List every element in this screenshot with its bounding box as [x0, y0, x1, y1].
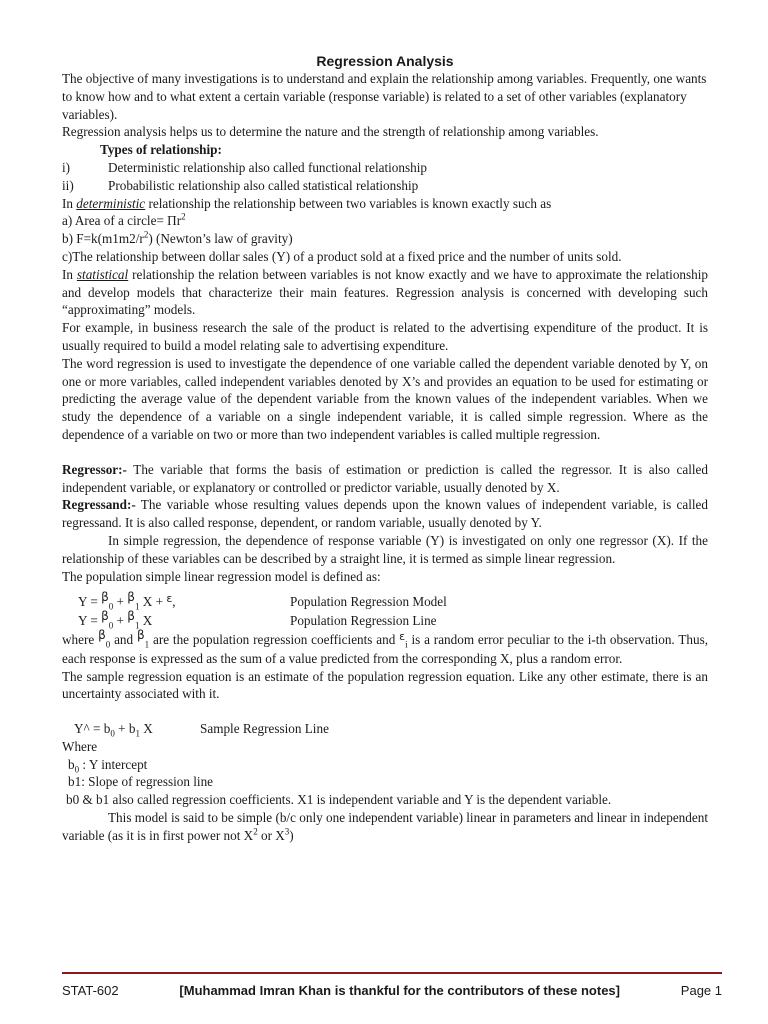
- subscript: 0: [105, 639, 111, 650]
- deterministic-term: deterministic: [76, 195, 146, 211]
- course-code: STAT-602: [62, 983, 119, 998]
- list-number: i): [62, 159, 71, 175]
- simple-regression-paragraph: In simple regression, the dependence of response variable (Y) is investigated on only one regressor (X). If the relationship of these variables can be described by a straight line, it is termed as simple linear regression.: [62, 532, 708, 566]
- spacer: [62, 703, 708, 720]
- b0-definition: [62, 756, 708, 774]
- text-span: where: [62, 631, 99, 647]
- equation: [62, 720, 200, 738]
- superscript: 2: [253, 826, 258, 837]
- list-item: [62, 159, 708, 177]
- regression-word-paragraph: The word regression is used to investigate the dependence of one variable called the dependent variable denoted by Y, on one or more variables, called independent variables denoted by X’s and provides an equation to be used for estimating or predicting the average value of the dependent variable from the known values of the independent variables. When we study the dependence of a variable on a single independent variable, it is called simple regression. Where as the dependence of a variable on two or more than two independent variables is called multiple regression.: [62, 355, 708, 442]
- example-c: c)The relationship between dollar sales (Y) of a product sold at a fixed price and the number of units sold.: [62, 248, 622, 264]
- text-span: Y =: [78, 594, 102, 610]
- footer-credit: [Muhammad Imran Khan is thankful for the contributors of these notes]: [179, 983, 620, 998]
- subscript: i: [405, 639, 408, 650]
- page-title: Regression Analysis: [316, 53, 454, 69]
- beta-symbol: β: [101, 609, 109, 624]
- deterministic-paragraph: [62, 195, 708, 213]
- text-span: The variable whose resulting values depends upon the known values of independent variable, is called regressand. It is also called response, dependent, or random variable, usually denoted by Y.: [62, 497, 708, 531]
- regressor-label: Regressor:-: [62, 461, 127, 477]
- list-text: Probabilistic relationship also called statistical relationship: [108, 177, 419, 193]
- subscript: 1: [134, 601, 140, 612]
- text-span: : Y intercept: [79, 756, 148, 772]
- list-text: Deterministic relationship also called functional relationship: [108, 159, 427, 175]
- where-label: Where: [62, 738, 98, 754]
- text-span: relationship the relationship between two variables is known exactly such as: [145, 195, 552, 211]
- subscript: 0: [108, 620, 114, 631]
- equation: [62, 590, 290, 612]
- sample-regression-equation: [62, 720, 708, 738]
- regressand-label: Regressand:-: [62, 497, 136, 513]
- equation-label: Sample Regression Line: [200, 721, 329, 737]
- model-paragraph: [62, 809, 708, 845]
- beta-symbol: β: [98, 627, 106, 642]
- text-span: The variable that forms the basis of estimation or prediction is called the regressor. It is also called independent variable, or explanatory or controlled or predictor variable, usually denoted by X.: [62, 461, 708, 495]
- equation: [62, 609, 290, 631]
- text-span: X +: [139, 594, 167, 610]
- beta-symbol: β: [127, 590, 135, 605]
- document-page: [62, 52, 708, 845]
- text-span: Y^ = b: [74, 721, 111, 737]
- subscript: 1: [134, 620, 140, 631]
- population-line-equation: [62, 609, 708, 631]
- statistical-term: statistical: [76, 266, 129, 282]
- example-paragraph: For example, in business research the sale of the product is related to the advertising expenditure of the product. It is usually required to build a model relating sale to advertising expenditure.: [62, 320, 708, 353]
- beta-symbol: β: [101, 590, 109, 605]
- text-span: ) (Newton’s law of gravity): [148, 231, 293, 247]
- where-paragraph: [62, 627, 708, 668]
- text-span: In: [62, 195, 77, 211]
- superscript: 2: [181, 211, 186, 222]
- text-span: a) Area of a circle= Πr: [62, 213, 182, 229]
- b1-definition: b1: Slope of regression line: [68, 774, 214, 790]
- superscript: 2: [143, 229, 149, 240]
- text-span: + b: [114, 721, 136, 737]
- regressand-definition: [62, 496, 708, 532]
- population-intro: The population simple linear regression model is defined as:: [62, 568, 381, 584]
- text-span: b: [68, 756, 75, 772]
- text-span: ,: [172, 594, 176, 610]
- subscript: 0: [108, 601, 114, 612]
- example-a: [62, 212, 708, 230]
- intro-paragraph: The objective of many investigations is to understand and explain the relationship among variables. Frequently, one wants to know how and to what extent a certain variable (response variable) is related to a set of other variables (explanatory variables).: [62, 71, 707, 122]
- subscript: 0: [110, 728, 115, 739]
- text-span: X: [139, 721, 153, 737]
- subscript: 1: [144, 639, 150, 650]
- list-number: ii): [62, 177, 74, 193]
- population-model-equation: [62, 590, 708, 612]
- example-b: [62, 230, 708, 248]
- equation-label: Population Regression Model: [290, 594, 447, 610]
- beta-symbol: β: [127, 609, 135, 624]
- text-span: ): [289, 827, 294, 843]
- types-heading: Types of relationship:: [100, 142, 222, 158]
- spacer: [62, 585, 708, 593]
- subscript: 1: [135, 728, 140, 739]
- text-span: b) F=k(m1m2/r: [62, 231, 144, 247]
- superscript: 3: [284, 826, 290, 837]
- coefficients-note: b0 & b1 also called regression coefficients. X1 is independent variable and Y is the dependent variable.: [66, 792, 612, 808]
- text-span: Y =: [78, 613, 102, 629]
- spacer: [62, 444, 708, 461]
- sample-paragraph: The sample regression equation is an estimate of the population regression equation. Like any other estimate, there is an uncertainty associated with it.: [62, 668, 708, 702]
- regressor-definition: [62, 461, 708, 497]
- text-span: X: [139, 613, 153, 629]
- page-footer: [62, 972, 722, 998]
- epsilon-symbol: ε: [166, 592, 173, 606]
- page-number: Page 1: [680, 983, 722, 998]
- equation-label: Population Regression Line: [290, 613, 437, 629]
- text-span: +: [113, 594, 128, 610]
- text-span: +: [113, 613, 128, 629]
- text-span: is a random error peculiar to the i-th observation. Thus, each response is expressed as the sum of a value predicted from the corresponding X, plus a random error.: [62, 631, 708, 666]
- subscript: 0: [74, 764, 80, 775]
- text-span: and: [110, 631, 137, 647]
- text-span: This model is said to be simple (b/c only one independent variable) linear in parameters and linear in independent variable (as it is in first power not X: [62, 810, 708, 843]
- intro-paragraph-2: Regression analysis helps us to determine the nature and the strength of relationship among variables.: [62, 124, 599, 140]
- text-span: or X: [257, 827, 285, 843]
- text-span: In: [62, 266, 77, 282]
- statistical-paragraph: [62, 266, 708, 319]
- beta-symbol: β: [136, 627, 145, 642]
- text-span: relationship the relation between variables is not know exactly and we have to approximate the relationship and develop models that characterize their main features. Regression analysis is concerned with developing such “approximating” models.: [62, 266, 708, 318]
- text-span: are the population regression coefficients and: [149, 631, 400, 647]
- epsilon-symbol: ε: [399, 629, 406, 643]
- list-item: [62, 177, 708, 195]
